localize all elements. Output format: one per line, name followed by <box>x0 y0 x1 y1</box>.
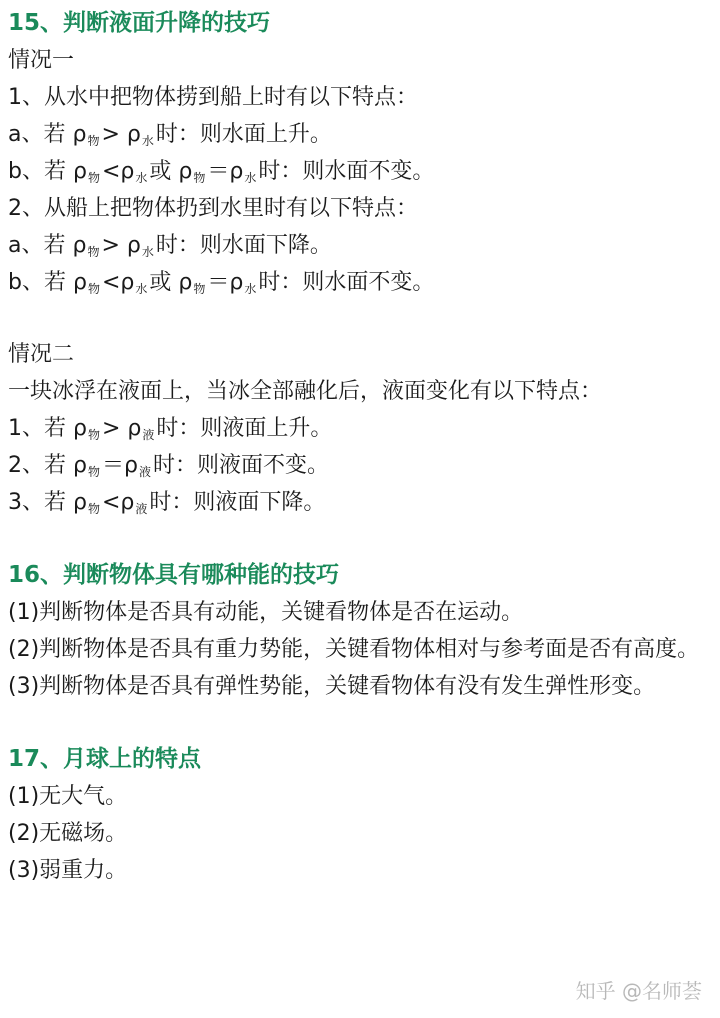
density-subscript: 物 <box>87 134 100 148</box>
section-16-point-1: (1)判断物体是否具有动能，关键看物体是否在运动。 <box>8 600 524 625</box>
section-17-point-3: (3)弱重力。 <box>8 858 128 883</box>
rule-prefix: b、若 ρ <box>8 270 87 295</box>
case-1-item-1: 1、从水中把物体捞到船上时有以下特点： <box>8 85 418 110</box>
density-subscript: 物 <box>87 465 100 479</box>
density-subscript: 水 <box>135 171 148 185</box>
section-17-point-2: (2)无磁场。 <box>8 821 128 846</box>
density-subscript: 物 <box>193 171 206 185</box>
density-subscript: 水 <box>244 171 257 185</box>
rule-prefix: 1、若 ρ <box>8 416 87 441</box>
density-subscript: 物 <box>87 282 100 296</box>
density-subscript: 物 <box>87 171 100 185</box>
density-subscript: 物 <box>193 282 206 296</box>
density-subscript: 液 <box>142 428 155 442</box>
rule-operator: ＝ρ <box>101 453 138 478</box>
document-body <box>8 4 712 889</box>
case-1-rule-a2 <box>8 227 712 264</box>
rule-result: 时：则液面下降。 <box>149 490 326 515</box>
rule-prefix: 3、若 ρ <box>8 490 87 515</box>
rule-prefix: b、若 ρ <box>8 159 87 184</box>
rule-result: 时：则水面上升。 <box>155 122 332 147</box>
case-2-rule-3 <box>8 484 712 521</box>
case-1-rule-a1 <box>8 116 712 153</box>
rule-prefix: 2、若 ρ <box>8 453 87 478</box>
spacer <box>8 705 712 740</box>
case-1-rule-b2 <box>8 264 712 301</box>
rule-result: 时：则水面下降。 <box>155 233 332 258</box>
rule-operator: > ρ <box>101 233 141 258</box>
spacer <box>8 301 712 336</box>
section-15-heading: 15、判断液面升降的技巧 <box>8 10 271 36</box>
case-2-label: 情况二 <box>8 342 75 367</box>
rule-prefix: a、若 ρ <box>8 233 87 258</box>
rule-prefix: a、若 ρ <box>8 122 87 147</box>
density-subscript: 水 <box>244 282 257 296</box>
density-subscript: 水 <box>141 134 154 148</box>
case-1-item-2: 2、从船上把物体扔到水里时有以下特点： <box>8 196 418 221</box>
section-16-heading: 16、判断物体具有哪种能的技巧 <box>8 562 340 588</box>
section-17-point-1: (1)无大气。 <box>8 784 128 809</box>
rule-result: 时：则水面不变。 <box>258 270 435 295</box>
density-subscript: 物 <box>87 502 100 516</box>
rule-operator: > ρ <box>101 416 142 441</box>
case-2-rule-2 <box>8 447 712 484</box>
case-2-rule-1 <box>8 410 712 447</box>
spacer <box>8 521 712 556</box>
section-16-point-2: (2)判断物体是否具有重力势能，关键看物体相对与参考面是否有高度。 <box>8 637 700 662</box>
density-subscript: 物 <box>87 245 100 259</box>
density-subscript: 液 <box>138 465 151 479</box>
section-17-heading: 17、月球上的特点 <box>8 746 202 772</box>
zhihu-watermark: 知乎 @名师荟 <box>575 979 702 1003</box>
case-1-label: 情况一 <box>8 48 75 73</box>
rule-operator: <ρ <box>101 270 135 295</box>
case-1-rule-b1 <box>8 153 712 190</box>
rule-operator: > ρ <box>101 122 141 147</box>
density-subscript: 物 <box>87 428 100 442</box>
section-16-point-3: (3)判断物体是否具有弹性势能，关键看物体有没有发生弹性形变。 <box>8 674 656 699</box>
rule-operator: <ρ <box>101 159 135 184</box>
density-subscript: 液 <box>135 502 148 516</box>
rule-operator: ＝ρ <box>207 159 244 184</box>
case-2-description: 一块冰浮在液面上，当冰全部融化后，液面变化有以下特点： <box>8 379 603 404</box>
rule-operator: 或 ρ <box>149 159 193 184</box>
rule-operator: ＝ρ <box>207 270 244 295</box>
density-subscript: 水 <box>135 282 148 296</box>
rule-result: 时：则水面不变。 <box>258 159 435 184</box>
rule-operator: 或 ρ <box>149 270 193 295</box>
rule-result: 时：则液面不变。 <box>152 453 329 478</box>
rule-operator: <ρ <box>101 490 135 515</box>
density-subscript: 水 <box>141 245 154 259</box>
rule-result: 时：则液面上升。 <box>156 416 333 441</box>
